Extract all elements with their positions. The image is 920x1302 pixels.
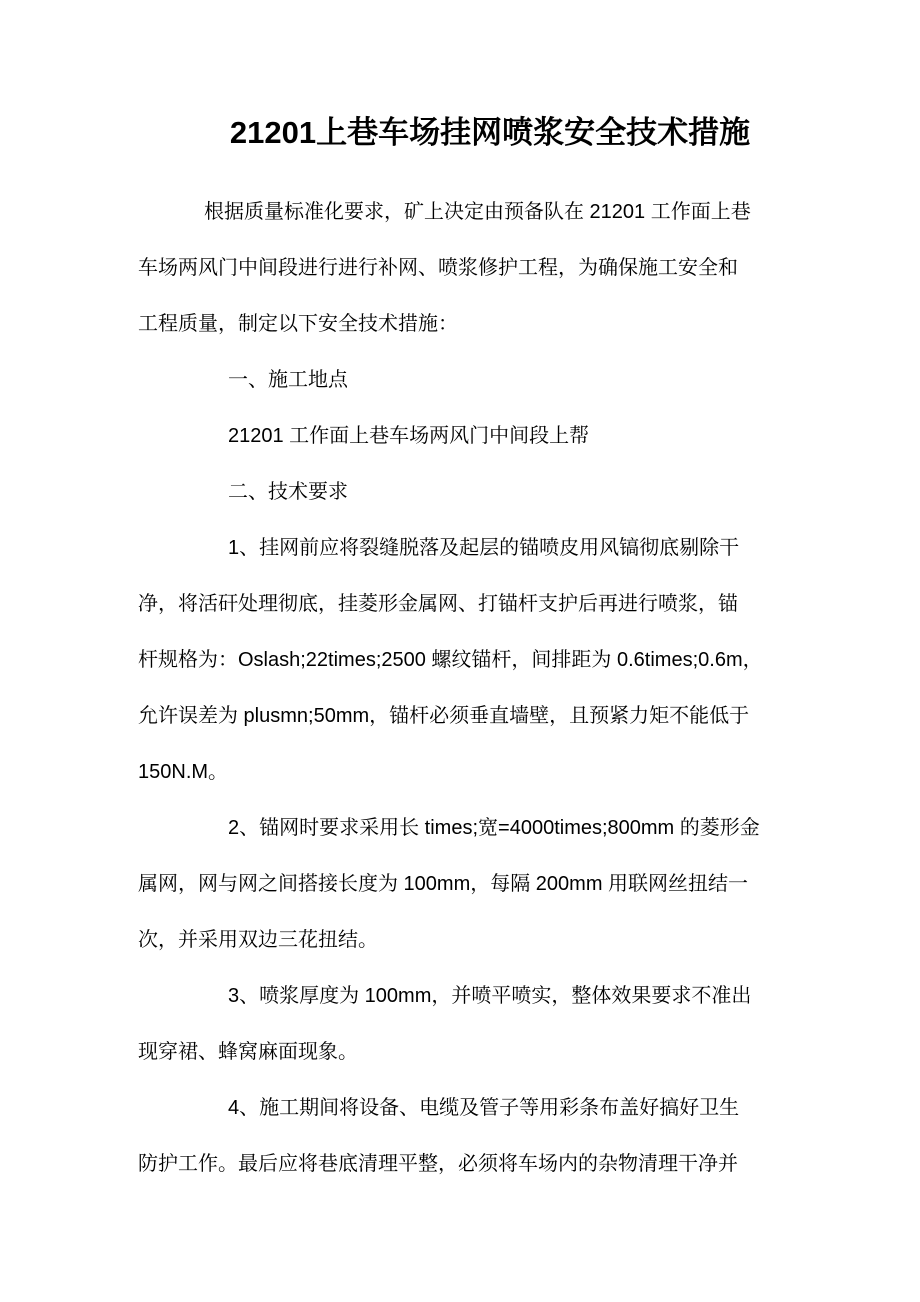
paragraph: [138, 520, 818, 800]
paragraph: [138, 352, 818, 408]
document-title: 21201上巷车场挂网喷浆安全技术措施: [229, 115, 751, 150]
text-line: 根据质量标准化要求，矿上决定由预备队在 21201 工作面上巷: [204, 201, 751, 223]
paragraph: [138, 184, 818, 352]
text-line: 1、挂网前应将裂缝脱落及起层的锚喷皮用风镐彻底剔除干: [228, 537, 740, 559]
text-line: 21201 工作面上巷车场两风门中间段上帮: [228, 425, 590, 447]
text-line: 一、施工地点: [228, 369, 348, 391]
text-line: 杆规格为：Oslash;22times;2500 螺纹锚杆，间排距为 0.6times;0.6m，: [138, 649, 763, 671]
text-line: 150N.M。: [138, 761, 229, 783]
text-line: 次，并采用双边三花扭结。: [138, 929, 378, 951]
text-line: 车场两风门中间段进行进行补网、喷浆修护工程，为确保施工安全和: [138, 257, 738, 279]
text-line: 3、喷浆厚度为 100mm，并喷平喷实，整体效果要求不准出: [228, 985, 752, 1007]
paragraph: [138, 1080, 818, 1192]
text-line: 属网，网与网之间搭接长度为 100mm，每隔 200mm 用联网丝扭结一: [138, 873, 749, 895]
paragraph: [138, 800, 818, 968]
text-line: 现穿裙、蜂窝麻面现象。: [138, 1041, 358, 1063]
paragraph: [138, 464, 818, 520]
text-line: 二、技术要求: [228, 481, 348, 503]
text-line: 允许误差为 plusmn;50mm，锚杆必须垂直墙壁，且预紧力矩不能低于: [138, 705, 750, 727]
document-body: [138, 184, 818, 1192]
paragraph: [138, 408, 818, 464]
text-line: 4、施工期间将设备、电缆及管子等用彩条布盖好搞好卫生: [228, 1097, 740, 1119]
text-line: 净，将活矸处理彻底，挂菱形金属网、打锚杆支护后再进行喷浆，锚: [138, 593, 738, 615]
paragraph: [138, 968, 818, 1080]
text-line: 防护工作。最后应将巷底清理平整，必须将车场内的杂物清理干净并: [138, 1153, 738, 1175]
text-line: 2、锚网时要求采用长 times;宽=4000times;800mm 的菱形金: [228, 817, 760, 839]
text-line: 工程质量，制定以下安全技术措施：: [138, 313, 458, 335]
